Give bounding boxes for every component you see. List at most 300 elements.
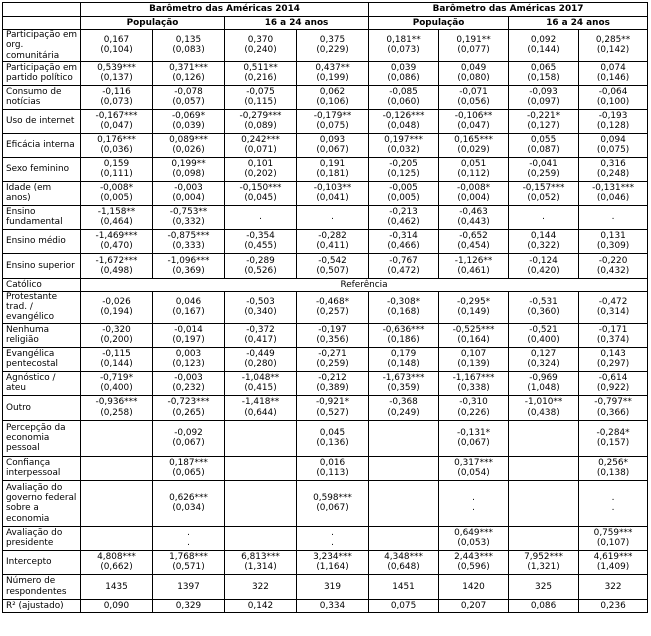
value-cell — [297, 253, 369, 278]
value-cell — [297, 574, 369, 599]
coefficient: . — [331, 527, 334, 538]
standard-error: (0,048) — [387, 121, 420, 132]
value-cell — [297, 205, 369, 229]
coefficient: 0,003 — [175, 348, 202, 359]
standard-error: (0,443) — [457, 217, 490, 228]
coefficient: 0,759*** — [593, 527, 633, 538]
coefficient: -0,205 — [389, 159, 418, 170]
value-cell — [369, 157, 439, 181]
standard-error: (0,056) — [457, 97, 490, 108]
row-label: Consumo de notícias — [3, 85, 81, 109]
standard-error: (0,106) — [316, 97, 349, 108]
value-cell — [81, 347, 153, 371]
standard-error: (0,047) — [100, 121, 133, 132]
standard-error: (0,332) — [172, 217, 205, 228]
coefficient: -0,797** — [594, 397, 632, 408]
coefficient: 0,092 — [530, 35, 557, 46]
coefficient: -0,197 — [318, 324, 347, 335]
value-cell — [369, 371, 439, 395]
table-row — [3, 456, 648, 480]
value-cell — [579, 323, 648, 347]
coefficient: -0,014 — [174, 324, 203, 335]
value-cell — [369, 30, 439, 62]
value-cell — [369, 205, 439, 229]
value-cell — [225, 574, 297, 599]
coefficient: -0,308* — [387, 297, 421, 308]
coefficient: -0,041 — [529, 159, 558, 170]
value-cell — [369, 599, 439, 612]
standard-error: (0,340) — [244, 307, 277, 318]
row-label: Católico — [3, 278, 81, 291]
value-cell — [579, 253, 648, 278]
coefficient: -0,636*** — [382, 324, 425, 335]
value-cell — [225, 205, 297, 229]
coefficient: -0,936*** — [95, 397, 138, 408]
standard-error: (0,527) — [316, 407, 349, 418]
coefficient: -0,295* — [457, 297, 491, 308]
coefficient: -0,026 — [102, 297, 131, 308]
row-label: Participação em partido político — [3, 61, 81, 85]
coefficient: 0,143 — [600, 348, 626, 359]
value-cell — [153, 181, 225, 205]
value-cell — [579, 205, 648, 229]
coefficient: -0,150*** — [239, 183, 282, 194]
coefficient: 0,256* — [598, 457, 628, 468]
value-cell — [579, 133, 648, 157]
standard-error: (0,360) — [527, 307, 560, 318]
standard-error: (0,322) — [527, 241, 560, 252]
coefficient: 0,055 — [530, 135, 557, 146]
standard-error: (0,057) — [172, 97, 205, 108]
row-label: Número de respondentes — [3, 574, 81, 599]
value-cell — [297, 323, 369, 347]
coefficient: -1,096*** — [167, 255, 210, 266]
coefficient: -1,048** — [241, 372, 280, 383]
value-cell — [297, 395, 369, 420]
value-cell — [225, 109, 297, 133]
table-row — [3, 574, 648, 599]
value-cell — [297, 291, 369, 323]
standard-error: (0,144) — [100, 359, 133, 370]
value-cell — [225, 526, 297, 550]
standard-error: (0,148) — [387, 359, 420, 370]
value-cell — [369, 61, 439, 85]
row-label: Outro — [3, 395, 81, 420]
value-cell — [81, 456, 153, 480]
value-cell — [579, 181, 648, 205]
regression-table — [2, 2, 648, 613]
standard-error: (0,087) — [527, 145, 560, 156]
value-cell — [153, 599, 225, 612]
coefficient: 0,317*** — [454, 457, 493, 468]
value-cell — [225, 30, 297, 62]
standard-error: (0,005) — [100, 193, 133, 204]
standard-error: (0,077) — [457, 45, 490, 56]
standard-error: (1,164) — [316, 562, 349, 573]
coefficient: -0,320 — [102, 324, 131, 335]
value-cell — [509, 229, 579, 253]
coefficient: -0,085 — [389, 87, 418, 98]
row-label: Eficácia interna — [3, 133, 81, 157]
value-cell — [439, 371, 509, 395]
coefficient: -0,220 — [598, 255, 628, 266]
value-cell — [297, 61, 369, 85]
value-cell — [297, 526, 369, 550]
table-row — [3, 253, 648, 278]
standard-error: (0,128) — [596, 121, 630, 132]
standard-error: (0,041) — [316, 193, 349, 204]
value-cell — [153, 109, 225, 133]
value-cell — [439, 205, 509, 229]
value-cell — [509, 395, 579, 420]
value-cell — [369, 291, 439, 323]
standard-error: (0,047) — [457, 121, 490, 132]
coefficient: -0,723*** — [167, 397, 210, 408]
coefficient: -0,314 — [389, 231, 418, 242]
coefficient: 0,649*** — [454, 527, 493, 538]
standard-error: (0,197) — [172, 335, 205, 346]
value-cell — [153, 133, 225, 157]
value-cell — [153, 291, 225, 323]
coefficient: -0,542 — [318, 255, 347, 266]
coefficient: -0,106** — [454, 111, 493, 122]
coefficient: -0,179** — [313, 111, 352, 122]
value-cell — [225, 550, 297, 574]
coefficient: -0,064 — [598, 87, 628, 98]
standard-error: (0,039) — [172, 121, 205, 132]
coefficient: -1,418** — [241, 397, 280, 408]
coefficient: 0,191 — [319, 159, 346, 170]
value-cell — [81, 205, 153, 229]
standard-error: (0,036) — [100, 145, 133, 156]
standard-error: (0,644) — [244, 407, 277, 418]
coefficient: -1,126** — [454, 255, 493, 266]
coefficient: . — [331, 212, 334, 223]
coefficient: -0,124 — [529, 255, 558, 266]
coefficient: . — [542, 212, 545, 223]
standard-error: (0,400) — [100, 383, 133, 394]
coefficient: -0,969 — [529, 372, 558, 383]
coefficient: -0,167*** — [95, 111, 138, 122]
value-cell — [579, 550, 648, 574]
table-row — [3, 30, 648, 62]
coefficient: 0,179 — [390, 348, 417, 359]
standard-error: (0,127) — [527, 121, 560, 132]
standard-error: (0,297) — [596, 359, 630, 370]
coefficient: 0,539*** — [97, 63, 136, 74]
coefficient: -0,279*** — [239, 111, 282, 122]
value-cell — [439, 181, 509, 205]
value-cell — [579, 85, 648, 109]
standard-error: (0,648) — [387, 562, 420, 573]
value-cell — [153, 574, 225, 599]
value-cell — [81, 323, 153, 347]
coefficient: -0,449 — [246, 348, 275, 359]
coefficient: -0,093 — [529, 87, 558, 98]
value-cell — [81, 30, 153, 62]
subheader-jovens-2014: 16 a 24 anos — [225, 17, 369, 30]
coefficient: -0,503 — [246, 297, 275, 308]
coefficient: -0,213 — [389, 207, 418, 218]
standard-error: (0,053) — [457, 538, 490, 549]
standard-error: (0,146) — [596, 73, 630, 84]
standard-error: (0,067) — [457, 438, 490, 449]
standard-error: (1,321) — [527, 562, 560, 573]
value-cell — [369, 85, 439, 109]
standard-error: (0,265) — [172, 407, 205, 418]
coefficient: -0,075 — [246, 87, 275, 98]
coefficient: -0,753** — [169, 207, 208, 218]
coefficient: -0,468* — [315, 297, 350, 308]
value-cell — [297, 133, 369, 157]
coefficient: -0,212 — [318, 372, 347, 383]
coefficient: 0,207 — [460, 600, 487, 611]
value-cell — [81, 526, 153, 550]
coefficient: 0,046 — [175, 297, 202, 308]
value-cell — [509, 181, 579, 205]
standard-error: (0,004) — [172, 193, 205, 204]
coefficient: . — [611, 212, 615, 223]
value-cell — [297, 420, 369, 456]
value-cell — [579, 420, 648, 456]
value-cell — [153, 550, 225, 574]
standard-error: (0,356) — [316, 335, 349, 346]
standard-error: (0,472) — [387, 265, 420, 276]
value-cell — [509, 157, 579, 181]
value-cell — [297, 181, 369, 205]
coefficient: -0,008* — [457, 183, 491, 194]
standard-error: (0,432) — [596, 265, 630, 276]
row-label: R² (ajustado) — [3, 599, 81, 612]
value-cell — [153, 420, 225, 456]
coefficient: 6,813*** — [241, 551, 280, 562]
value-cell — [297, 157, 369, 181]
table-row — [3, 526, 648, 550]
coefficient: -0,193 — [598, 111, 628, 122]
value-cell — [509, 420, 579, 456]
coefficient: -0,875*** — [167, 231, 210, 242]
group-header-2017: Barômetro das Américas 2017 — [369, 3, 648, 17]
value-cell — [153, 253, 225, 278]
coefficient: -1,469*** — [95, 231, 138, 242]
coefficient: 0,334 — [319, 600, 346, 611]
standard-error: (0,167) — [172, 307, 205, 318]
value-cell — [509, 61, 579, 85]
value-cell — [153, 395, 225, 420]
value-cell — [297, 347, 369, 371]
value-cell — [439, 85, 509, 109]
value-cell — [225, 229, 297, 253]
standard-error: . — [611, 503, 615, 514]
standard-error: (0,461) — [457, 265, 490, 276]
standard-error: (0,089) — [244, 121, 277, 132]
standard-error: (0,052) — [527, 193, 560, 204]
value-cell — [225, 347, 297, 371]
standard-error: (0,498) — [100, 265, 133, 276]
value-cell — [369, 109, 439, 133]
subheader-populacao-2014: População — [81, 17, 225, 30]
standard-error: (0,333) — [172, 241, 205, 252]
coefficient: 0,598*** — [313, 492, 352, 503]
subheader-jovens-2017: 16 a 24 anos — [509, 17, 648, 30]
standard-error: (0,454) — [457, 241, 490, 252]
value-cell — [297, 480, 369, 526]
standard-error: (0,138) — [596, 468, 630, 479]
value-cell — [225, 133, 297, 157]
standard-error: (1,409) — [596, 562, 630, 573]
coefficient: 0,065 — [530, 63, 557, 74]
coefficient: 0,167 — [103, 35, 130, 46]
value-cell — [439, 30, 509, 62]
value-cell — [579, 395, 648, 420]
standard-error: (0,168) — [387, 307, 420, 318]
coefficient: -0,005 — [389, 183, 418, 194]
value-cell — [579, 526, 648, 550]
standard-error: (0,005) — [387, 193, 420, 204]
standard-error: (0,507) — [316, 265, 349, 276]
table-row — [3, 109, 648, 133]
standard-error: (0,314) — [596, 307, 630, 318]
value-cell — [225, 480, 297, 526]
coefficient: 0,176*** — [97, 135, 136, 146]
table-row — [3, 480, 648, 526]
standard-error: (0,249) — [387, 407, 420, 418]
row-label: Uso de internet — [3, 109, 81, 133]
value-cell — [579, 157, 648, 181]
standard-error: (0,229) — [316, 45, 349, 56]
coefficient: -0,171 — [598, 324, 628, 335]
coefficient: 0,197*** — [384, 135, 423, 146]
table-row — [3, 323, 648, 347]
value-cell — [81, 229, 153, 253]
value-cell — [369, 323, 439, 347]
table-row — [3, 550, 648, 574]
standard-error: (0,067) — [172, 438, 205, 449]
standard-error: (0,032) — [387, 145, 420, 156]
standard-error: (0,324) — [527, 359, 560, 370]
standard-error: (0,248) — [596, 169, 630, 180]
standard-error: (0,004) — [457, 193, 490, 204]
coefficient: -0,354 — [246, 231, 275, 242]
standard-error: (0,400) — [527, 335, 560, 346]
table-row — [3, 85, 648, 109]
table-row — [3, 599, 648, 612]
value-cell — [579, 480, 648, 526]
value-cell — [297, 229, 369, 253]
standard-error: (0,464) — [100, 217, 133, 228]
value-cell — [439, 157, 509, 181]
coefficient: -0,767 — [389, 255, 418, 266]
standard-error: (0,470) — [100, 241, 133, 252]
coefficient: -0,921* — [315, 397, 350, 408]
value-cell — [225, 323, 297, 347]
table-row — [3, 157, 648, 181]
value-cell — [81, 291, 153, 323]
value-cell — [579, 347, 648, 371]
value-cell — [225, 420, 297, 456]
value-cell — [509, 550, 579, 574]
standard-error: (0,144) — [527, 45, 560, 56]
table-row — [3, 61, 648, 85]
standard-error: (0,369) — [172, 265, 205, 276]
row-label: Nenhuma religião — [3, 323, 81, 347]
value-cell — [439, 456, 509, 480]
coefficient: 0,511** — [243, 63, 278, 74]
coefficient: 0,316 — [600, 159, 626, 170]
corner-cell — [3, 3, 81, 17]
standard-error: (0,112) — [457, 169, 490, 180]
value-cell — [225, 395, 297, 420]
standard-error: (0,455) — [244, 241, 277, 252]
standard-error: (0,073) — [387, 45, 420, 56]
standard-error: (0,026) — [172, 145, 205, 156]
standard-error: (0,067) — [316, 503, 349, 514]
coefficient: 0,187*** — [169, 457, 208, 468]
coefficient: 0,329 — [175, 600, 202, 611]
coefficient: -0,289 — [246, 255, 275, 266]
coefficient: -0,652 — [459, 231, 488, 242]
value-cell — [579, 109, 648, 133]
standard-error: (0,136) — [316, 438, 349, 449]
coefficient: 0,181** — [386, 35, 421, 46]
coefficient: . — [187, 527, 190, 538]
row-label: Ensino superior — [3, 253, 81, 278]
value-cell — [297, 371, 369, 395]
standard-error: (0,366) — [596, 407, 630, 418]
value-cell — [439, 526, 509, 550]
coefficient: -0,069* — [171, 111, 206, 122]
group-header-2014: Barômetro das Américas 2014 — [81, 3, 369, 17]
coefficient: -0,003 — [174, 183, 203, 194]
standard-error: (0,216) — [244, 73, 277, 84]
standard-error: (0,199) — [316, 73, 349, 84]
row-label: Agnóstico / ateu — [3, 371, 81, 395]
standard-error: (0,389) — [316, 383, 349, 394]
row-label: Avaliação do governo federal sobre a economia — [3, 480, 81, 526]
coefficient: -0,368 — [389, 397, 418, 408]
value-cell — [153, 526, 225, 550]
coefficient: 0,086 — [530, 600, 557, 611]
coefficient: -0,310 — [459, 397, 488, 408]
coefficient: 0,074 — [600, 63, 626, 74]
row-label: Avaliação do presidente — [3, 526, 81, 550]
coefficient: -0,372 — [246, 324, 275, 335]
value-cell — [579, 30, 648, 62]
standard-error: (0,113) — [316, 468, 349, 479]
coefficient: 0,242*** — [241, 135, 280, 146]
value-cell — [579, 574, 648, 599]
value-cell — [225, 456, 297, 480]
value-cell — [579, 61, 648, 85]
row-label: Evangélica pentecostal — [3, 347, 81, 371]
standard-error: (0,438) — [527, 407, 560, 418]
value-cell — [153, 480, 225, 526]
coefficient: -0,531 — [529, 297, 558, 308]
coefficient: 0,093 — [319, 135, 346, 146]
standard-error: (0,104) — [100, 45, 133, 56]
coefficient: 0,370 — [247, 35, 274, 46]
value-cell — [439, 420, 509, 456]
value-cell — [297, 599, 369, 612]
coefficient: 0,199** — [171, 159, 206, 170]
coefficient: 0,127 — [530, 348, 557, 359]
coefficient: -0,614 — [598, 372, 628, 383]
standard-error: (0,258) — [100, 407, 133, 418]
standard-error: (0,280) — [244, 359, 277, 370]
value-cell — [369, 420, 439, 456]
value-cell — [439, 550, 509, 574]
table-row — [3, 420, 648, 456]
